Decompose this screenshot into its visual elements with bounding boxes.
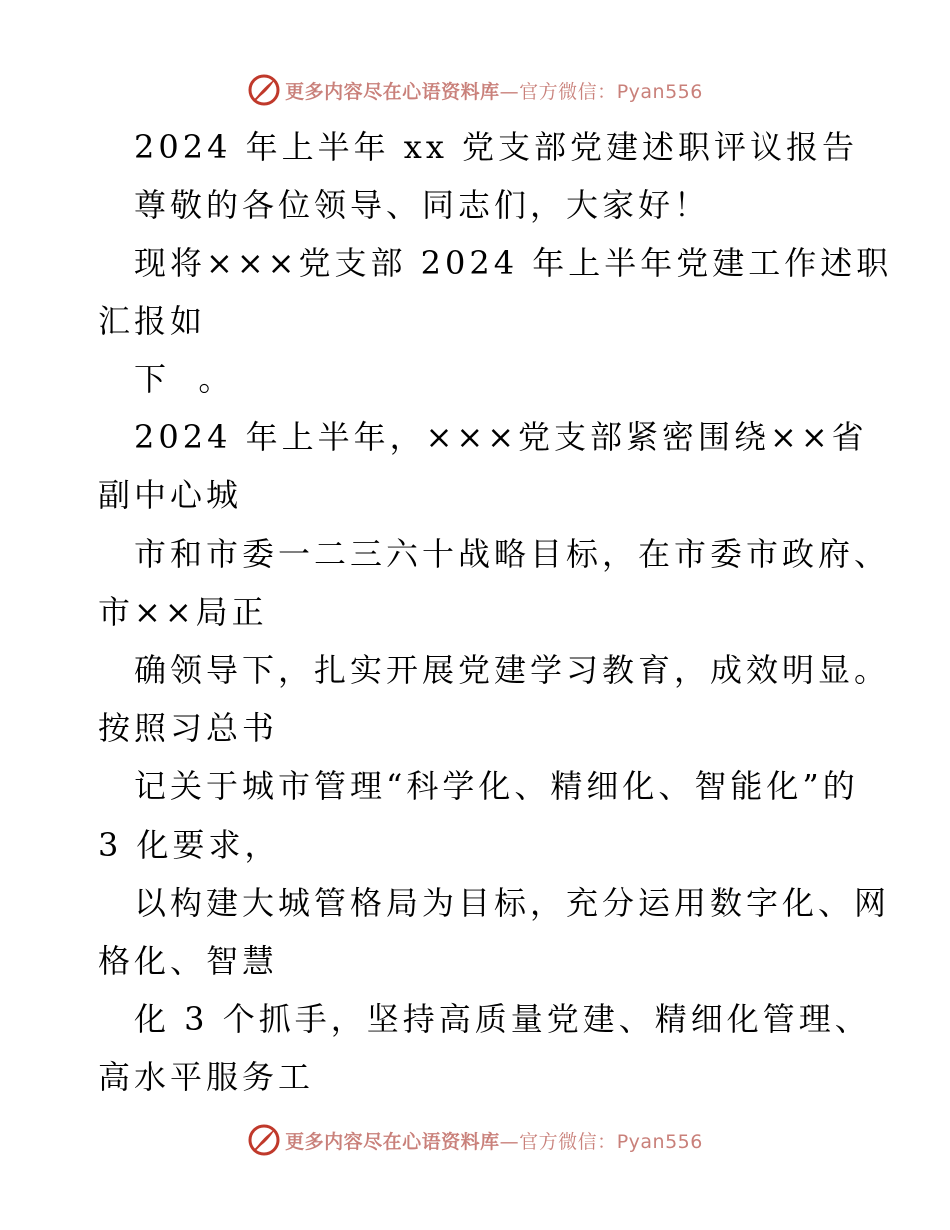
quill-logo-icon	[247, 1123, 281, 1157]
quill-logo-icon	[247, 73, 281, 107]
text-line: 汇报如	[98, 302, 207, 340]
text-line: 确领导下，扎实开展党建学习教育，成效明显。	[134, 651, 891, 689]
text-line: 化 3 个抓手，坚持高质量党建、精细化管理、	[134, 1000, 871, 1038]
text-line: 按照习总书	[98, 709, 279, 747]
text-line: 2024 年上半年，×××党支部紧密围绕××省	[134, 418, 868, 456]
text-line: 格化、智慧	[98, 942, 279, 980]
document-title: 2024 年上半年 xx 党支部党建述职评议报告	[134, 128, 859, 166]
watermark-text: 更多内容尽在心语资料库—官方微信：Pyan556	[285, 1130, 703, 1153]
text-line: 以构建大城管格局为目标，充分运用数字化、网	[134, 884, 891, 922]
salutation: 尊敬的各位领导、同志们，大家好！	[134, 186, 711, 224]
footer-watermark	[0, 1120, 950, 1160]
text-line: 下 。	[134, 360, 235, 398]
text-line: 市××局正	[98, 593, 268, 631]
text-line: 记关于城市管理“科学化、精细化、智能化”的	[134, 767, 859, 805]
watermark-text: 更多内容尽在心语资料库—官方微信：Pyan556	[285, 80, 703, 103]
text-line: 3 化要求，	[98, 826, 281, 864]
text-line: 高水平服务工	[98, 1058, 315, 1096]
header-watermark	[0, 70, 950, 110]
text-line: 现将×××党支部 2024 年上半年党建工作述职	[134, 244, 893, 282]
text-line: 市和市委一二三六十战略目标，在市委市政府、	[134, 535, 891, 573]
text-line: 副中心城	[98, 476, 243, 514]
